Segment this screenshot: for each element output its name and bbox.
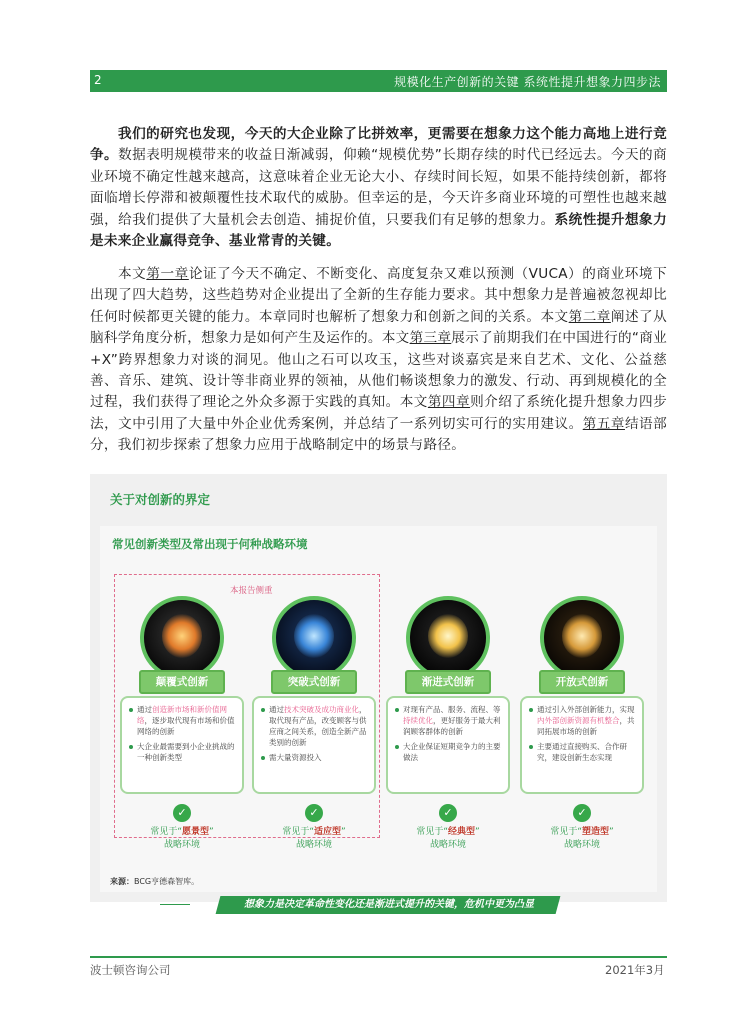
intro-bold-lead: 我们的研究也发现，今天的大企业除了比拼效率，更需要在想象力这个能力高地上进行竞争。 [90, 126, 667, 164]
text-segment: 本文 [118, 266, 147, 282]
intro-bold-tail: 系统性提升想象力是未来企业赢得竞争、基业常青的关键。 [90, 211, 667, 250]
check-icon: ✓ [305, 804, 323, 822]
description-bullet: 通过创造新市场和新价值网络，逐步取代现有市场和价值网络的创新 [128, 704, 236, 737]
paragraph-intro [90, 124, 667, 252]
intro-body: 数据表明规模带来的收益日渐减弱，仰赖“规模优势”长期存续的时代已经远去。今天的商业环境不确定性越来越高，这意味着企业无论大小、存续时间长短，如果不能持续创新，都将面临增长停滞和被颠覆性技术取代的威胁。但幸运的是，今天许多商业环境的可塑性也越来越强，给我们提供了大量机会去创造、捕捉价值，只要我们有足够的想象力。 [90, 147, 667, 228]
lightbulb-hand-icon [140, 596, 224, 680]
globe-icon [540, 596, 624, 680]
strategy-environment-label: 常见于“愿景型” 战略环境 [150, 827, 214, 850]
check-icon: ✓ [173, 804, 191, 822]
text-segment: 阐述了从脑科学角度分析，想象力是如何产生及运作的。本文 [90, 308, 668, 347]
page-number: 2 [94, 73, 102, 87]
strategy-environment-label: 常见于“塑造型” 战略环境 [550, 827, 614, 850]
tech-hand-icon [272, 596, 356, 680]
description-bullet: 大企业保证短期竞争力的主要做法 [394, 741, 502, 763]
description-bullet: 对现有产品、服务、流程、等持续优化，更好服务于最大利润顾客群体的创新 [394, 704, 502, 737]
innovation-type-tag: 突破式创新 [271, 670, 357, 694]
footer-company: 波士顿咨询公司 [90, 963, 171, 977]
text-segment: 论证了今天不确定、不断变化、高度复杂又难以预测（VUCA）的商业环境下出现了四大趋势，这些趋势对企业提出了全新的生存能力要求。其中想象力是普遍被忽视却比任何时候都更关键的能力。本章同时也解析了想象力和创新之间的关系。本文 [90, 266, 667, 325]
innovation-type-tag: 渐进式创新 [405, 670, 491, 694]
source-note: 来源：BCG亨德森智库。 [110, 877, 200, 886]
text-segment: 结语部分，我们初步探索了想象力应用于战略制定中的场景与路径。 [90, 415, 668, 454]
paragraph-chapters [90, 264, 667, 457]
footer-date: 2021年3月 [605, 963, 665, 977]
innovation-type-tag: 开放式创新 [539, 670, 625, 694]
chapter-4-link[interactable]: 第四章 [427, 394, 471, 411]
check-icon: ✓ [439, 804, 457, 822]
header-bar [90, 70, 667, 92]
chapter-5-link[interactable]: 第五章 [582, 415, 625, 432]
chapter-3-link[interactable]: 第三章 [409, 330, 452, 347]
innovation-definition-panel [90, 474, 667, 910]
slogan-line [160, 904, 190, 905]
text-segment: 展示了前期我们在中国进行的“商业+X”跨界想象力对谈的洞见。他山之石可以攻玉，这些对谈嘉宾是来自艺术、文化、公益慈善、音乐、建筑、设计等非商业界的领袖，从他们畅谈想象力的激发、行动、再到规模化的全过程，我们获得了理论之外众多源于实践的真知。本文 [90, 330, 667, 411]
innovation-type-tag: 颠覆式创新 [139, 670, 225, 694]
description-bullet: 通过引入外部创新能力，实现内外部创新资源有机整合，共同拓展市场的创新 [528, 704, 636, 737]
footer-divider [90, 956, 667, 958]
description-bullet: 通过技术突破及成功商业化，取代现有产品，改变顾客与供应商之间关系，创造全新产品类别的创新 [260, 704, 368, 748]
innovation-description-card [386, 696, 510, 794]
header-title: 规模化生产创新的关键 系统性提升想象力四步法 [394, 75, 661, 89]
panel-title: 关于对创新的界定 [110, 492, 211, 507]
slogan-text: 想象力是决定革命性变化还是渐进式提升的关键，危机中更为凸显 [244, 899, 534, 910]
text-segment: 则介绍了系统化提升想象力四步法，文中引用了大量中外企业优秀案例，并总结了一系列切实可行的实用建议。 [90, 394, 667, 432]
description-bullet: 大企业最需要到小企业挑战的一种创新类型 [128, 741, 236, 763]
panel-subtitle: 常见创新类型及常出现于何种战略环境 [112, 537, 308, 551]
strategy-environment-label: 常见于“适应型” 战略环境 [282, 827, 346, 850]
lightbulb-icon [406, 596, 490, 680]
report-focus-label: 本报告侧重 [230, 586, 273, 596]
strategy-environment-label: 常见于“经典型” 战略环境 [416, 827, 480, 850]
chapter-1-link[interactable]: 第一章 [146, 266, 189, 282]
chapter-2-link[interactable]: 第二章 [568, 308, 611, 325]
description-bullet: 主要通过直接购买、合作研究，建设创新生态实现 [528, 741, 636, 763]
innovation-description-card [120, 696, 244, 794]
description-bullet: 需大量资源投入 [260, 752, 368, 763]
innovation-description-card [520, 696, 644, 794]
panel-inner [100, 526, 657, 910]
innovation-description-card [252, 696, 376, 794]
check-icon: ✓ [573, 804, 591, 822]
